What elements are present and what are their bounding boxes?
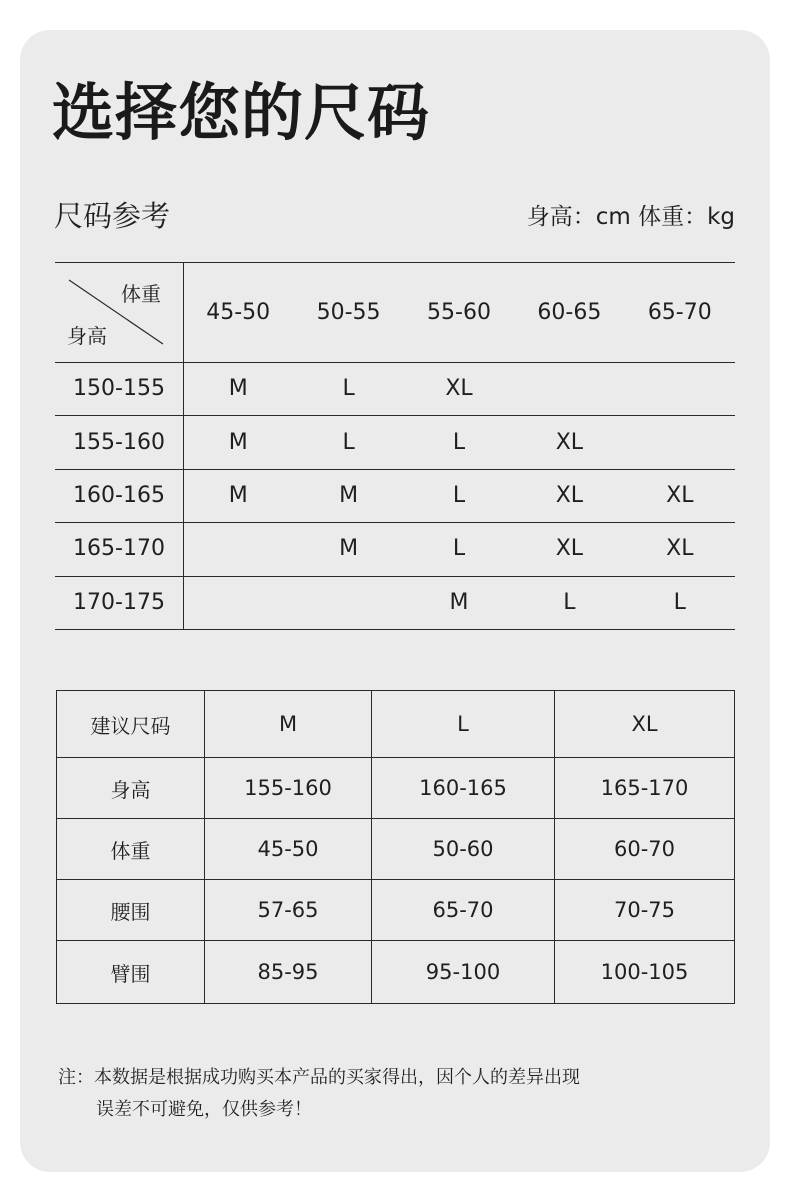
size-value: 160-165	[372, 758, 555, 819]
size-table-header	[57, 691, 735, 758]
row-label: 建议尺码	[57, 691, 205, 758]
size-value: 85-95	[205, 941, 372, 1004]
size-cell: L	[452, 536, 466, 562]
height-range: 150-155	[73, 376, 165, 402]
size-table-row	[57, 880, 735, 941]
weight-header: 45-50	[206, 299, 271, 325]
height-range: 160-165	[73, 482, 165, 508]
size-cell: M	[449, 589, 469, 615]
size-value: 60-70	[555, 819, 735, 880]
corner-height-label: 身高	[67, 324, 107, 348]
size-cell	[183, 576, 293, 629]
section-title: 尺码参考	[54, 199, 171, 233]
size-value: M	[205, 691, 372, 758]
size-cell: L	[452, 429, 466, 455]
size-value: 65-70	[372, 880, 555, 941]
size-value: 50-60	[372, 819, 555, 880]
size-guide-card	[20, 30, 770, 1172]
size-cell	[625, 362, 735, 415]
row-label: 身高	[57, 758, 205, 819]
weight-header: 65-70	[647, 299, 712, 325]
size-cell: L	[342, 429, 355, 455]
height-range: 155-160	[73, 429, 165, 455]
note-line-2: 误差不可避免，仅供参考！	[96, 1099, 312, 1120]
units-label: 身高：cm 体重：kg	[526, 204, 735, 230]
row-rule	[55, 629, 735, 630]
weight-header: 60-65	[537, 299, 602, 325]
size-cell: M	[228, 376, 248, 402]
size-cell: XL	[445, 376, 473, 402]
corner-weight-label: 体重	[121, 282, 161, 306]
row-label: 体重	[57, 819, 205, 880]
height-range: 170-175	[73, 589, 165, 615]
size-cell	[625, 415, 735, 468]
note-line-1: 注：本数据是根据成功购买本产品的买家得出，因个人的差异出现	[58, 1067, 580, 1088]
size-cell: XL	[555, 429, 584, 455]
disclaimer-note	[58, 1062, 580, 1126]
size-cell: XL	[666, 536, 694, 562]
weight-header: 55-60	[427, 299, 491, 325]
size-cell: M	[339, 482, 359, 508]
size-table-row	[57, 941, 735, 1004]
size-cell: XL	[555, 482, 584, 508]
size-cell: L	[563, 589, 576, 615]
size-cell: XL	[666, 482, 694, 508]
page-title: 选择您的尺码	[52, 76, 431, 149]
size-value: 100-105	[555, 941, 735, 1004]
size-value: 57-65	[205, 880, 372, 941]
size-cell: L	[452, 482, 466, 508]
size-cell: M	[228, 482, 248, 508]
size-cell: XL	[555, 536, 584, 562]
size-table-row	[57, 758, 735, 819]
size-cell: M	[228, 429, 248, 455]
size-value: 45-50	[205, 819, 372, 880]
size-value: 70-75	[555, 880, 735, 941]
size-cell: L	[673, 589, 686, 615]
size-cell	[183, 522, 293, 575]
size-value: 155-160	[205, 758, 372, 819]
size-cell	[293, 576, 403, 629]
weight-header: 50-55	[316, 299, 381, 325]
size-value: XL	[555, 691, 735, 758]
size-value: 95-100	[372, 941, 555, 1004]
recommended-size-table	[56, 690, 735, 1004]
row-label: 臂围	[57, 941, 205, 1004]
size-reference-table	[55, 262, 735, 630]
size-cell	[514, 362, 624, 415]
size-cell: M	[339, 536, 359, 562]
row-label: 腰围	[57, 880, 205, 941]
size-value: 165-170	[555, 758, 735, 819]
size-table-row	[57, 819, 735, 880]
height-range: 165-170	[73, 536, 165, 562]
size-cell: L	[342, 376, 355, 402]
size-value: L	[372, 691, 555, 758]
